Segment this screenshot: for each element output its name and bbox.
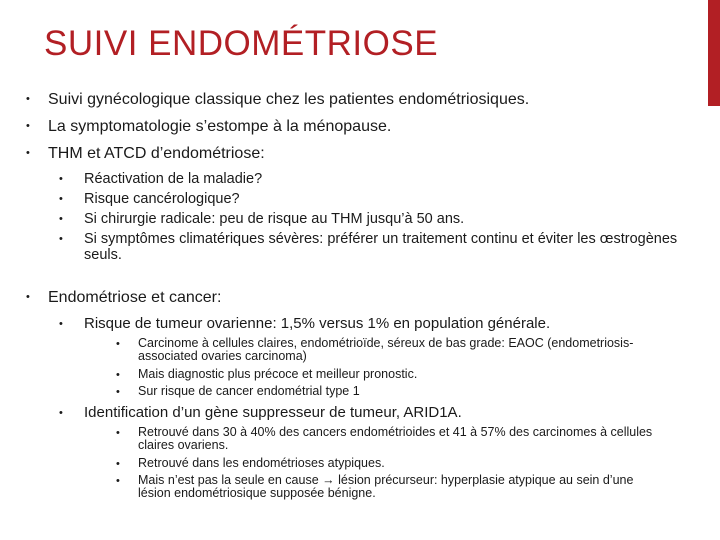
sub-item-chirurgie <box>59 211 684 227</box>
detail-text: Mais n’est pas la seule en cause → lésion précurseur: hyperplasie atypique au sein d’une lésion endométriosique supposée bénigne. <box>138 473 634 500</box>
bullet-icon: • <box>26 120 30 132</box>
detail-text: Mais diagnostic plus précoce et meilleur pronostic. <box>138 367 418 381</box>
bullet-text: Suivi gynécologique classique chez les patientes endométriosiques. <box>48 91 530 108</box>
detail-text: Carcinome à cellules claires, endométrioïde, séreux de bas grade: EAOC (endometriosis-associated ovaries carcinoma) <box>138 336 634 363</box>
detail-text: Sur risque de cancer endométrial type 1 <box>138 384 360 398</box>
detail-item-lesion-precurseur <box>116 473 668 500</box>
bullet-text: Endométriose et cancer: <box>48 289 222 306</box>
detail-text: Retrouvé dans 30 à 40% des cancers endométrioides et 41 à 57% des carcinomes à cellules claires ovariens. <box>138 425 653 452</box>
accent-bar <box>708 0 720 106</box>
bullet-icon: • <box>116 386 120 398</box>
bullet-icon: • <box>59 173 63 185</box>
bullet-item-thm <box>26 144 688 163</box>
bullet-item-symptomatologie <box>26 117 688 136</box>
sub-item-text: Identification d’un gène suppresseur de tumeur, ARID1A. <box>84 404 462 421</box>
bullet-icon: • <box>116 369 120 381</box>
bullet-icon: • <box>59 407 63 419</box>
bullet-icon: • <box>116 458 120 470</box>
bullet-icon: • <box>116 427 120 439</box>
bullet-icon: • <box>116 338 120 350</box>
bullet-icon: • <box>59 318 63 330</box>
sub-item-reactivation <box>59 171 684 187</box>
sub-item-risque <box>59 191 684 207</box>
sub-item-symptomes <box>59 231 684 263</box>
sub-item-text: Si chirurgie radicale: peu de risque au THM jusqu’à 50 ans. <box>84 211 465 227</box>
bullet-icon: • <box>116 475 120 487</box>
detail-item-retrouve-atypiques <box>116 456 668 470</box>
detail-item-diagnostic <box>116 367 668 381</box>
bullet-item-suivi <box>26 90 688 109</box>
detail-text: Retrouvé dans les endométrioses atypiques. <box>138 456 385 470</box>
sub-item-text: Risque de tumeur ovarienne: 1,5% versus 1% en population générale. <box>84 315 551 332</box>
sub-item-text: Risque cancérologique? <box>84 191 240 207</box>
detail-item-carcinome <box>116 336 668 363</box>
slide-title: SUIVI ENDOMÉTRIOSE <box>44 24 439 63</box>
bullet-icon: • <box>26 147 30 159</box>
bullet-text: THM et ATCD d’endométriose: <box>48 145 265 162</box>
bullet-item-cancer <box>26 288 688 307</box>
bullet-icon: • <box>59 213 63 225</box>
bullet-text: La symptomatologie s’estompe à la ménopause. <box>48 118 392 135</box>
bullet-icon: • <box>26 93 30 105</box>
bullet-icon: • <box>59 233 63 245</box>
bullet-icon: • <box>59 193 63 205</box>
sub-item-arid1a <box>59 404 684 422</box>
sub-item-tumeur-ovarienne <box>59 315 684 333</box>
detail-item-sur-risque <box>116 384 668 398</box>
bullet-icon: • <box>26 291 30 303</box>
detail-item-retrouve-cancers <box>116 425 668 452</box>
sub-item-text: Réactivation de la maladie? <box>84 171 263 187</box>
sub-item-text: Si symptômes climatériques sévères: préférer un traitement continu et éviter les œstrogènes seuls. <box>84 231 678 263</box>
